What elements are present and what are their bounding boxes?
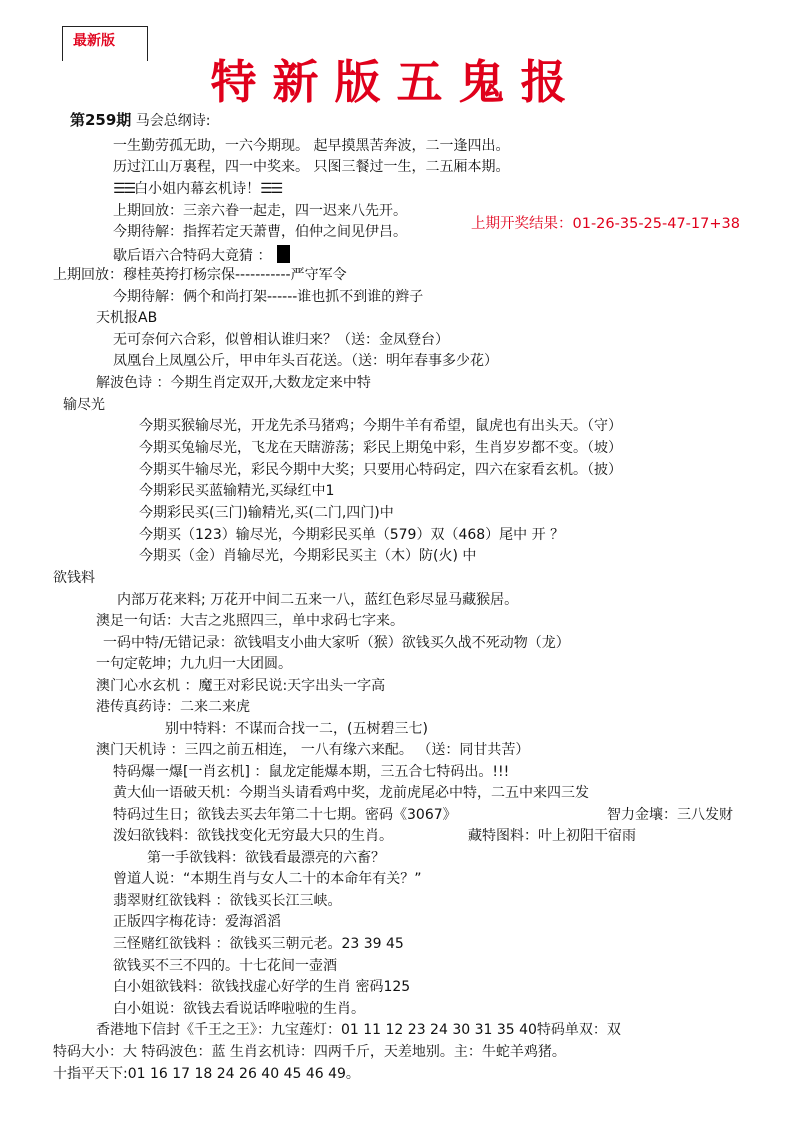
line-8: 天机报AB — [96, 310, 158, 326]
line-13: 今期买猴输尽光，开龙先杀马猪鸡；今期牛羊有希望，鼠虎也有出头天。（守） — [139, 418, 622, 434]
line-17: 今期彩民买(三门)输精光,买(二门,四门)中 — [139, 505, 394, 521]
line-20: 欲钱料 — [53, 570, 95, 586]
line-2: 白小姐内幕玄机诗！ — [134, 181, 261, 197]
line-33: 泼妇欲钱料：欲钱找变化无穷最大只的生肖。 — [113, 828, 393, 844]
line-40: 欲钱买不三不四的。十七花间一壶酒 — [113, 958, 337, 974]
line-2-row — [113, 180, 281, 198]
poem-title: 马会总纲诗: — [135, 113, 211, 129]
line-5-row — [113, 245, 290, 265]
line-16: 今期彩民买蓝输精光,买绿红中1 — [139, 483, 335, 499]
line-31: 特码过生日；欲钱去买去年第二十七期。密码《3067》 — [113, 807, 457, 823]
last-result: 上期开奖结果：01-26-35-25-47-17+38 — [471, 216, 740, 232]
line-43: 香港地下信封《千王之王》：九宝莲灯：01 11 12 23 24 30 31 35 40特码单双：双 — [96, 1022, 621, 1038]
line-29: 特码爆一爆[一肖玄机] ：鼠龙定能爆本期，三五合七特码出。!!! — [113, 764, 510, 780]
line-0: 一生勤劳孤无助，一六今期现。 起早摸黑苦奔波，二一逢四出。 — [113, 138, 510, 154]
line-5: 歇后语六合特码大竟猜 ： — [113, 248, 272, 264]
line-32: 智力金壤：三八发财 — [607, 807, 733, 823]
line-41: 白小姐欲钱料：欲钱找虚心好学的生肖 密码125 — [113, 979, 411, 995]
line-39: 三怪赌红欲钱料 ：欲钱买三朝元老。23 39 45 — [113, 936, 404, 952]
line-21: 内部万花来料; 万花开中间二五来一八，蓝红色彩尽显马藏猴居。 — [117, 592, 519, 608]
line-38: 正版四字梅花诗：爱海滔滔 — [113, 914, 281, 930]
line-36: 曾道人说：“本期生肖与女人二十的本命年有关？” — [113, 871, 422, 887]
line-45: 十指平天下:01 16 17 18 24 26 40 45 46 49。 — [53, 1066, 360, 1082]
line-28: 澳门天机诗 ：三四之前五相连， 一八有缘六来配。 （送：同甘共苦） — [96, 742, 530, 758]
line-22: 澳足一句话：大吉之兆照四三，单中求码七字来。 — [96, 613, 404, 629]
issue-number: 第259期 — [70, 111, 132, 129]
line-26: 港传真药诗：二来二来虎 — [96, 699, 250, 715]
decor-mark-left: ☰☰ — [113, 181, 135, 197]
line-11: 解波色诗 ：今期生肖定双开,大数龙定来中特 — [96, 375, 371, 391]
line-23: 一码中特/无错记录：欲钱唱支小曲大家听（猴）欲钱买久战不死动物（龙） — [103, 635, 570, 651]
line-10: 凤凰台上凤凰公斤，甲申年头百花送。（送：明年春事多少花） — [113, 353, 498, 369]
edition-badge-label: 最新版 — [73, 33, 115, 49]
line-14: 今期买兔输尽光，飞龙在天瞎游荡；彩民上期兔中彩，生肖岁岁都不变。（坡） — [139, 440, 622, 456]
line-30: 黄大仙一语破天机：今期当头请看鸡中奖，龙前虎尾必中特，二五中来四三发 — [113, 785, 589, 801]
line-34: 藏特图料：叶上初阳干宿雨 — [468, 828, 636, 844]
line-12: 输尽光 — [63, 397, 105, 413]
line-15: 今期买牛输尽光，彩民今期中大奖；只要用心特码定，四六在家看玄机。（披） — [139, 462, 622, 478]
line-27: 别中特料：不谋而合找一二，(五树碧三七) — [165, 721, 428, 737]
decor-mark-right: ☰☰ — [260, 181, 282, 197]
line-42: 白小姐说：欲钱去看说话哗啦啦的生肖。 — [113, 1001, 365, 1017]
line-6: 上期回放：穆桂英挎打杨宗保-----------严守军令 — [53, 267, 347, 283]
line-37: 翡翠财红欲钱料 ：欲钱买长江三峡。 — [113, 893, 342, 909]
answer-block — [277, 245, 290, 263]
line-18: 今期买（123）输尽光，今期彩民买单（579）双（468）尾中 开 ？ — [139, 527, 565, 543]
page-title: 特新版五鬼报 — [210, 55, 583, 109]
line-24: 一句定乾坤；九九归一大团圆。 — [96, 656, 292, 672]
line-25: 澳门心水玄机 ：魔王对彩民说:天字出头一字高 — [96, 678, 386, 694]
line-9: 无可奈何六合彩，似曾相认谁归来？（送：金凤登台） — [113, 332, 449, 348]
line-1: 历过江山万裏程，四一中奖来。 只图三餐过一生，二五厢本期。 — [113, 159, 510, 175]
line-35: 第一手欲钱料：欲钱看最漂亮的六畜？ — [147, 850, 385, 866]
line-7: 今期待解：俩个和尚打架------谁也抓不到谁的辫子 — [113, 289, 424, 305]
line-44: 特码大小：大 特码波色：蓝 生肖玄机诗：四两千斤，天差地别。主：牛蛇羊鸡猪。 — [53, 1044, 566, 1060]
issue-line — [70, 111, 210, 130]
line-4: 今期待解：指挥若定天萧曹，伯仲之间见伊吕。 — [113, 224, 407, 240]
line-19: 今期买（金）肖输尽光，今期彩民买主（木）防(火) 中 — [139, 548, 477, 564]
line-3: 上期回放：三亲六眷一起走，四一迟来八先开。 — [113, 203, 407, 219]
